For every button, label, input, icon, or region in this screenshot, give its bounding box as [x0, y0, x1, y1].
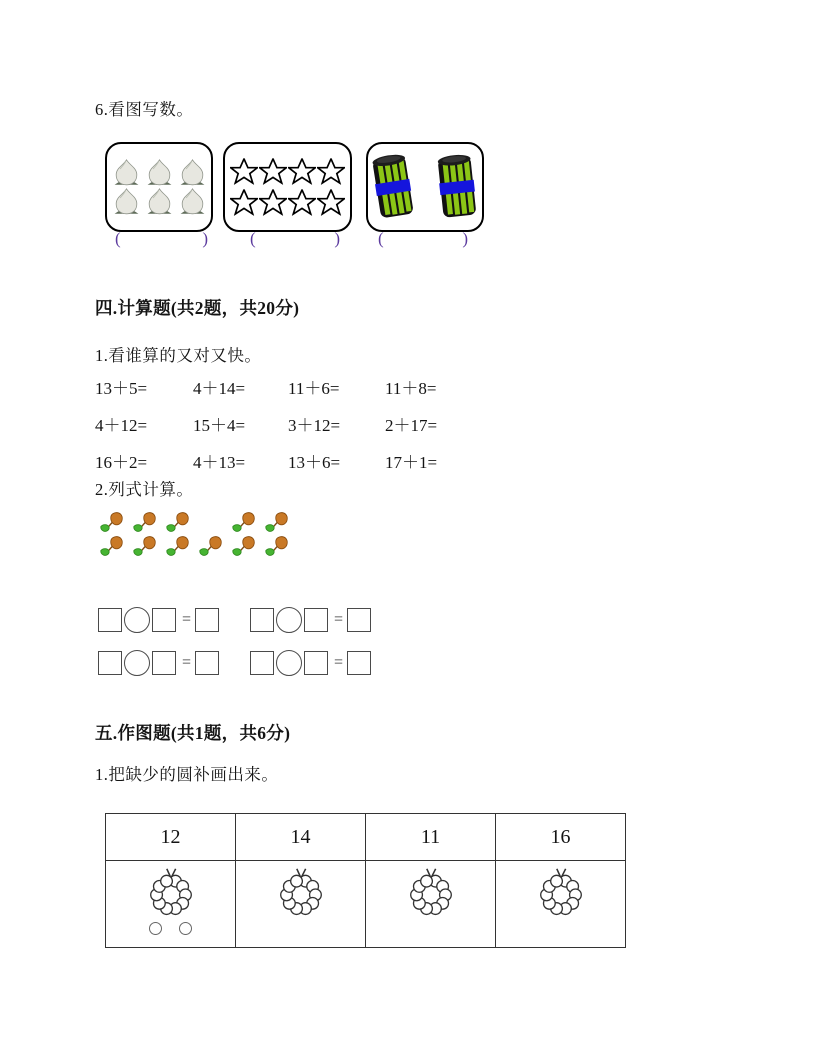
problem-cell[interactable]: 16＋2=	[95, 453, 148, 472]
bead-wreath-icon	[403, 866, 459, 920]
extra-circle	[179, 922, 192, 935]
problem-cell[interactable]: 15＋4=	[193, 416, 246, 435]
peach-icon	[178, 159, 207, 186]
table-header-cell: 14	[236, 814, 366, 861]
operand-box[interactable]	[250, 608, 274, 632]
leaf-row	[98, 511, 224, 534]
wreath-cell[interactable]	[496, 861, 626, 948]
problem-cell[interactable]: 13＋5=	[95, 379, 148, 398]
result-box[interactable]	[347, 608, 371, 632]
answer-parens-batteries[interactable]	[378, 229, 468, 249]
leaf-pair-icon	[164, 535, 191, 558]
star-icon	[259, 189, 287, 216]
operand-box[interactable]	[98, 651, 122, 675]
problem-cell[interactable]: 17＋1=	[385, 453, 438, 472]
peach-icon	[112, 188, 141, 215]
leaf-group-right	[230, 511, 290, 558]
wreath-cell[interactable]	[236, 861, 366, 948]
operator-circle[interactable]	[276, 607, 302, 633]
example-extra-circles	[149, 922, 192, 935]
operand-box[interactable]	[98, 608, 122, 632]
question-6-label: 6.看图写数。	[95, 100, 194, 119]
result-box[interactable]	[195, 608, 219, 632]
peach-grid	[106, 157, 213, 217]
operand-box[interactable]	[152, 608, 176, 632]
leaf-pair-icon	[131, 511, 158, 534]
battery-bundle-icon	[432, 150, 481, 224]
problem-cell[interactable]: 2＋17=	[385, 416, 438, 435]
equals-sign: =	[182, 611, 192, 628]
section-4-title: 四.计算题(共2题，共20分)	[95, 298, 300, 318]
operator-circle[interactable]	[124, 607, 150, 633]
leaf-pair-icon	[230, 535, 257, 558]
leaf-row	[98, 535, 224, 558]
leaf-pair-icon	[98, 535, 125, 558]
answer-parens-stars[interactable]	[250, 229, 340, 249]
table-header-cell: 16	[496, 814, 626, 861]
paren-close: )	[334, 229, 340, 248]
leaf-pair-icon	[131, 535, 158, 558]
table-header-cell: 11	[366, 814, 496, 861]
operand-box[interactable]	[250, 651, 274, 675]
leaf-row	[230, 511, 290, 534]
leaf-row	[230, 535, 290, 558]
result-box[interactable]	[347, 651, 371, 675]
picture-box-batteries	[366, 142, 484, 232]
operand-box[interactable]	[304, 608, 328, 632]
section-5-title: 五.作图题(共1题，共6分)	[95, 723, 291, 743]
counting-table	[105, 813, 626, 948]
operator-circle[interactable]	[276, 650, 302, 676]
star-grid	[226, 156, 349, 218]
problem-cell[interactable]: 4＋12=	[95, 416, 148, 435]
star-icon	[288, 189, 316, 216]
operator-circle[interactable]	[124, 650, 150, 676]
battery-row	[368, 152, 482, 222]
arithmetic-problems-grid	[95, 380, 470, 472]
equation-template-3	[98, 650, 219, 676]
equals-sign: =	[182, 654, 192, 671]
equation-template-1	[98, 607, 219, 633]
peach-icon	[178, 188, 207, 215]
problem-cell[interactable]: 3＋12=	[288, 416, 341, 435]
leaf-pair-icon	[230, 511, 257, 534]
problem-cell[interactable]: 13＋6=	[288, 453, 341, 472]
problem-cell[interactable]: 11＋6=	[288, 379, 340, 398]
paren-open: (	[378, 229, 384, 248]
extra-circle	[149, 922, 162, 935]
bead-wreath-icon	[143, 866, 199, 920]
operand-box[interactable]	[152, 651, 176, 675]
equals-sign: =	[334, 654, 344, 671]
answer-parens-peaches[interactable]	[115, 229, 208, 249]
star-icon	[230, 189, 258, 216]
peach-icon	[145, 159, 174, 186]
paren-close: )	[462, 229, 468, 248]
star-icon	[317, 189, 345, 216]
equation-template-2	[250, 607, 371, 633]
table-header-row	[106, 814, 626, 861]
table-header-cell: 12	[106, 814, 236, 861]
star-icon	[259, 158, 287, 185]
paren-open: (	[115, 229, 121, 248]
picture-box-stars	[223, 142, 352, 232]
bead-wreath-icon	[533, 866, 589, 920]
peach-icon	[145, 188, 174, 215]
result-box[interactable]	[195, 651, 219, 675]
problem-cell[interactable]: 11＋8=	[385, 379, 437, 398]
section5-question-1-label: 1.把缺少的圆补画出来。	[95, 765, 279, 784]
operand-box[interactable]	[304, 651, 328, 675]
paren-close: )	[202, 229, 208, 248]
star-icon	[317, 158, 345, 185]
leaf-pair-icon	[263, 511, 290, 534]
paren-open: (	[250, 229, 256, 248]
leaf-pair-icon	[263, 535, 290, 558]
bead-wreath-icon	[273, 866, 329, 920]
leaf-pair-icon	[197, 535, 224, 558]
section4-question-2-label: 2.列式计算。	[95, 480, 194, 499]
section4-question-1-label: 1.看谁算的又对又快。	[95, 346, 262, 365]
star-icon	[288, 158, 316, 185]
peach-icon	[112, 159, 141, 186]
star-icon	[230, 158, 258, 185]
leaf-group-left	[98, 511, 224, 558]
leaf-pair-icon	[164, 511, 191, 534]
equals-sign: =	[334, 611, 344, 628]
problem-cell[interactable]: 4＋14=	[193, 379, 246, 398]
table-body-row	[106, 861, 626, 948]
leaf-pair-icon	[98, 511, 125, 534]
battery-bundle-icon	[367, 149, 419, 225]
equation-template-4	[250, 650, 371, 676]
problem-cell[interactable]: 4＋13=	[193, 453, 246, 472]
wreath-cell[interactable]	[106, 861, 236, 948]
wreath-cell[interactable]	[366, 861, 496, 948]
picture-box-peaches	[105, 142, 213, 232]
